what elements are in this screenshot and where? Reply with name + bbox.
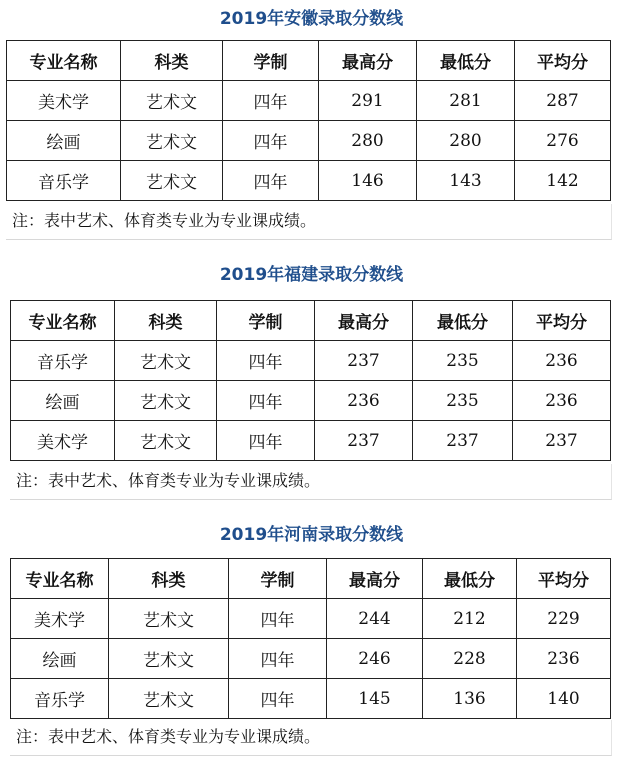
header-category: 科类: [121, 41, 223, 81]
cell-max-score: 237: [315, 341, 413, 381]
cell-max-score: 145: [327, 679, 423, 719]
cell-avg-score: 229: [517, 599, 611, 639]
cell-min-score: 281: [417, 81, 515, 121]
cell-duration: 四年: [217, 421, 315, 461]
table-row: [11, 599, 611, 639]
table-note: 注：表中艺术、体育类专业为专业课成绩。: [6, 204, 612, 240]
cell-major: 绘画: [7, 121, 121, 161]
cell-duration: 四年: [223, 81, 319, 121]
table-row: [7, 81, 611, 121]
header-avg-score: 平均分: [517, 559, 611, 599]
cell-major: 美术学: [11, 421, 115, 461]
cell-avg-score: 142: [515, 161, 611, 201]
cell-avg-score: 287: [515, 81, 611, 121]
cell-category: 艺术文: [115, 341, 217, 381]
table-row: [11, 679, 611, 719]
table-row: [7, 161, 611, 201]
section-anhui: [0, 0, 623, 250]
table-row: [7, 121, 611, 161]
cell-major: 绘画: [11, 639, 109, 679]
cell-major: 美术学: [7, 81, 121, 121]
cell-major: 美术学: [11, 599, 109, 639]
cell-duration: 四年: [229, 599, 327, 639]
cell-duration: 四年: [223, 121, 319, 161]
cell-category: 艺术文: [109, 679, 229, 719]
cell-duration: 四年: [223, 161, 319, 201]
cell-category: 艺术文: [109, 639, 229, 679]
cell-duration: 四年: [229, 679, 327, 719]
cell-min-score: 212: [423, 599, 517, 639]
section-fujian: [0, 258, 623, 508]
header-min-score: 最低分: [417, 41, 515, 81]
cell-min-score: 143: [417, 161, 515, 201]
header-max-score: 最高分: [327, 559, 423, 599]
header-min-score: 最低分: [413, 301, 513, 341]
header-min-score: 最低分: [423, 559, 517, 599]
section-title: 2019年福建录取分数线: [219, 265, 404, 285]
cell-max-score: 146: [319, 161, 417, 201]
section-henan: [0, 518, 623, 768]
cell-major: 音乐学: [11, 341, 115, 381]
cell-avg-score: 276: [515, 121, 611, 161]
cell-category: 艺术文: [121, 161, 223, 201]
cell-avg-score: 140: [517, 679, 611, 719]
cell-min-score: 228: [423, 639, 517, 679]
section-title: 2019年安徽录取分数线: [219, 9, 404, 29]
score-table: [10, 558, 611, 719]
header-duration: 学制: [229, 559, 327, 599]
cell-max-score: 244: [327, 599, 423, 639]
score-table: [6, 40, 611, 201]
cell-min-score: 280: [417, 121, 515, 161]
header-avg-score: 平均分: [513, 301, 611, 341]
header-avg-score: 平均分: [515, 41, 611, 81]
score-table: [10, 300, 611, 461]
cell-category: 艺术文: [109, 599, 229, 639]
cell-duration: 四年: [217, 341, 315, 381]
cell-major: 音乐学: [7, 161, 121, 201]
cell-min-score: 136: [423, 679, 517, 719]
cell-avg-score: 236: [517, 639, 611, 679]
cell-max-score: 236: [315, 381, 413, 421]
cell-avg-score: 236: [513, 341, 611, 381]
table-header-row: [11, 559, 611, 599]
cell-max-score: 280: [319, 121, 417, 161]
header-max-score: 最高分: [315, 301, 413, 341]
table-row: [11, 421, 611, 461]
cell-avg-score: 236: [513, 381, 611, 421]
cell-avg-score: 237: [513, 421, 611, 461]
header-category: 科类: [109, 559, 229, 599]
cell-duration: 四年: [229, 639, 327, 679]
header-duration: 学制: [217, 301, 315, 341]
table-note: 注：表中艺术、体育类专业为专业课成绩。: [10, 464, 612, 500]
cell-category: 艺术文: [115, 421, 217, 461]
header-major: 专业名称: [7, 41, 121, 81]
table-note: 注：表中艺术、体育类专业为专业课成绩。: [10, 720, 612, 756]
section-title: 2019年河南录取分数线: [219, 525, 404, 545]
cell-min-score: 237: [413, 421, 513, 461]
cell-category: 艺术文: [121, 121, 223, 161]
cell-category: 艺术文: [121, 81, 223, 121]
cell-max-score: 246: [327, 639, 423, 679]
table-row: [11, 639, 611, 679]
header-category: 科类: [115, 301, 217, 341]
header-major: 专业名称: [11, 301, 115, 341]
cell-category: 艺术文: [115, 381, 217, 421]
table-header-row: [7, 41, 611, 81]
table-row: [11, 381, 611, 421]
header-max-score: 最高分: [319, 41, 417, 81]
header-major: 专业名称: [11, 559, 109, 599]
cell-duration: 四年: [217, 381, 315, 421]
header-duration: 学制: [223, 41, 319, 81]
cell-max-score: 291: [319, 81, 417, 121]
table-header-row: [11, 301, 611, 341]
cell-major: 音乐学: [11, 679, 109, 719]
cell-major: 绘画: [11, 381, 115, 421]
cell-min-score: 235: [413, 381, 513, 421]
table-row: [11, 341, 611, 381]
cell-max-score: 237: [315, 421, 413, 461]
cell-min-score: 235: [413, 341, 513, 381]
